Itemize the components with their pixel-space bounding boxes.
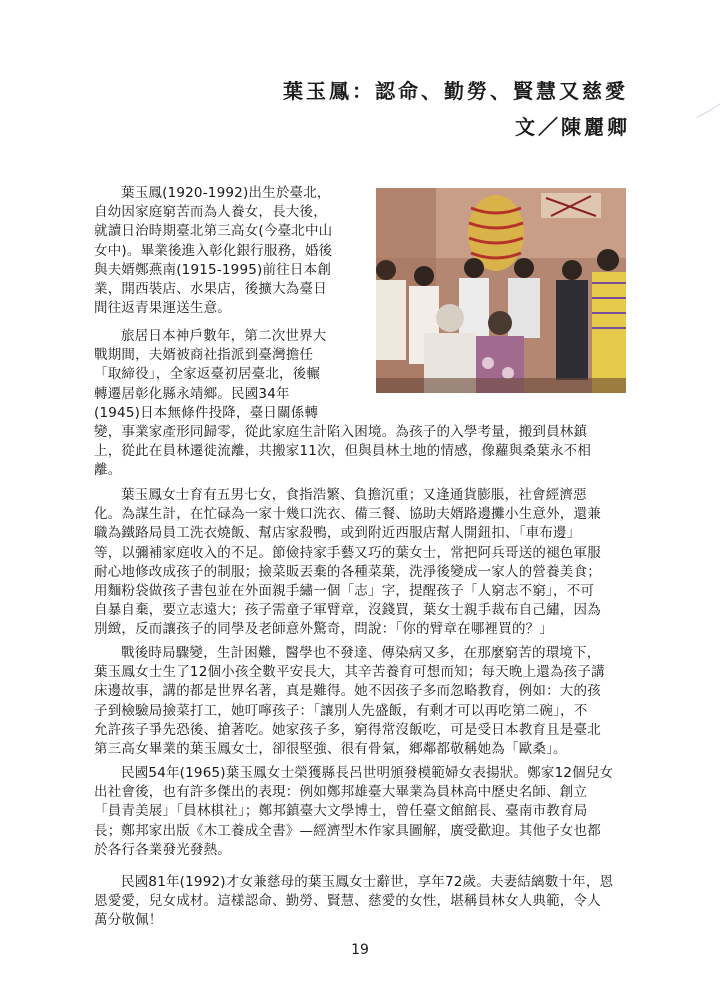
- paragraph-5: [94, 764, 626, 860]
- text-line: (1945)日本無條件投降，臺日關係轉: [94, 404, 319, 421]
- text-line: 等，以彌補家庭收入的不足。節儉持家手藝又巧的葉女士，常把阿兵哥送的褪色軍服: [94, 544, 601, 561]
- text-line: 恩愛愛，兒女成材。這樣認命、勤勞、賢慧、慈愛的女性，堪稱員林女人典範，令人: [94, 893, 601, 910]
- text-line: 女中)。畢業後進入彰化銀行服務，婚後: [94, 242, 333, 259]
- text-line: 轉遷居彰化縣永靖鄉。民國34年: [94, 385, 290, 402]
- text-line: 民國81年(1992)才女兼慈母的葉玉鳳女士辭世，享年72歲。夫妻結縭數十年，恩: [121, 874, 614, 890]
- text-line: 自幼因家庭窮苦而為人養女，長大後，: [94, 204, 327, 221]
- paragraph-1: [94, 184, 356, 318]
- text-line: 耐心地修改成孩子的制服；撿菜販丟棄的各種菜葉，洗淨後變成一家人的營養美食；: [94, 563, 601, 580]
- family-photo: [376, 188, 626, 393]
- text-line: 間往返青果運送生意。: [94, 300, 231, 317]
- text-line: 旅居日本神戶數年，第二次世界大: [121, 328, 327, 344]
- text-line: 化。為謀生計，在忙碌為一家十幾口洗衣、備三餐、協助夫婿路邊攤小生意外，還兼: [94, 506, 601, 523]
- text-line: 離。: [94, 462, 122, 479]
- text-line: 「取締役」，全家返臺初居臺北，後輾: [94, 366, 321, 383]
- text-line: 「員青美展」「員林棋社」；鄭邦鎮臺大文學博士，曾任臺文館館長、臺南市教育局: [94, 803, 588, 820]
- family-photo-icon: [376, 188, 626, 393]
- text-line: 於各行各業發光發熱。: [94, 841, 231, 858]
- text-line: 子到檢驗局撿菜打工，她叮嚀孩子：「讓別人先盛飯，有剩才可以再吃第二碗」，不: [94, 702, 588, 719]
- text-line: 職為鐵路局員工洗衣燒飯、幫店家殺鴨，或到附近西服店幫人開鈕扣、「車布邊」: [94, 525, 581, 542]
- text-line: 葉玉鳳女士生了12個小孩全數平安長大，其辛苦養育可想而知；每天晚上還為孩子講: [94, 664, 605, 681]
- article-title: 葉玉鳳：認命、勤勞、賢慧又慈愛: [283, 79, 628, 103]
- text-line: 允許孩子爭先恐後、搶著吃。她家孩子多，窮得常沒飯吃，可是受日本教育且是臺北: [94, 721, 601, 738]
- paragraph-4: [94, 644, 626, 759]
- text-line: 就讀日治時期臺北第三高女(今臺北中山: [94, 223, 333, 240]
- text-line: 變，事業家產形同歸零，從此家庭生計陷入困境。為孩子的入學考量，搬到員林鎮: [94, 423, 588, 440]
- text-line: 戰期間，夫婿被商社指派到臺灣擔任: [94, 347, 314, 364]
- text-line: 自暴自棄，要立志遠大；孩子需童子軍臂章，沒錢買，葉女士親手裁布自己繡，因為: [94, 602, 601, 619]
- text-line: 葉玉鳳(1920-1992)出生於臺北，: [121, 185, 331, 201]
- text-line: 葉玉鳳女士育有五男七女，食指浩繁、負擔沉重；又逢通貨膨脹，社會經濟惡: [121, 487, 587, 503]
- text-line: 上，從此在員林遷徙流離，共搬家11次，但與員林土地的情感，像蘿與桑葉永不相: [94, 443, 592, 460]
- text-line: 長；鄭邦家出版《木工養成全書》—經濟型木作家具圖解，廣受歡迎。其他子女也都: [94, 822, 601, 839]
- paragraph-3: [94, 486, 626, 640]
- text-line: 與夫婿鄭燕南(1915-1995)前往日本創: [94, 261, 332, 278]
- text-line: 戰後時局驟變，生計困難，醫學也不發達、傳染病又多，在那麼窮苦的環境下，: [121, 645, 601, 661]
- text-line: 業，開西裝店、水果店，後擴大為臺日: [94, 280, 327, 297]
- article-author: 文／陳麗卿: [515, 115, 630, 139]
- text-line: 用麵粉袋做孩子書包並在外面親手繡一個「志」字，提醒孩子「人窮志不窮」，不可: [94, 582, 595, 599]
- page-number: 19: [351, 942, 369, 958]
- text-line: 第三高女畢業的葉玉鳳女士，卻很堅強、很有骨氣，鄉鄰都敬稱她為「歐桑」。: [94, 740, 567, 757]
- text-line: 出社會後，也有許多傑出的表現：例如鄭邦雄臺大畢業為員林高中歷史名師、創立: [94, 784, 588, 801]
- text-line: 床邊故事，講的都是世界名著，真是難得。她不因孩子多而忽略教育，例如：大的孩: [94, 683, 601, 700]
- text-line: 民國54年(1965)葉玉鳳女士榮獲縣長呂世明頒發模範婦女表揚狀。鄭家12個兒女: [121, 765, 614, 781]
- text-line: 萬分敬佩！: [94, 912, 163, 929]
- text-line: 別緻，反而讓孩子的同學及老師意外驚奇，問說：「你的臂章在哪裡買的？」: [94, 621, 554, 638]
- paragraph-6: [94, 873, 626, 931]
